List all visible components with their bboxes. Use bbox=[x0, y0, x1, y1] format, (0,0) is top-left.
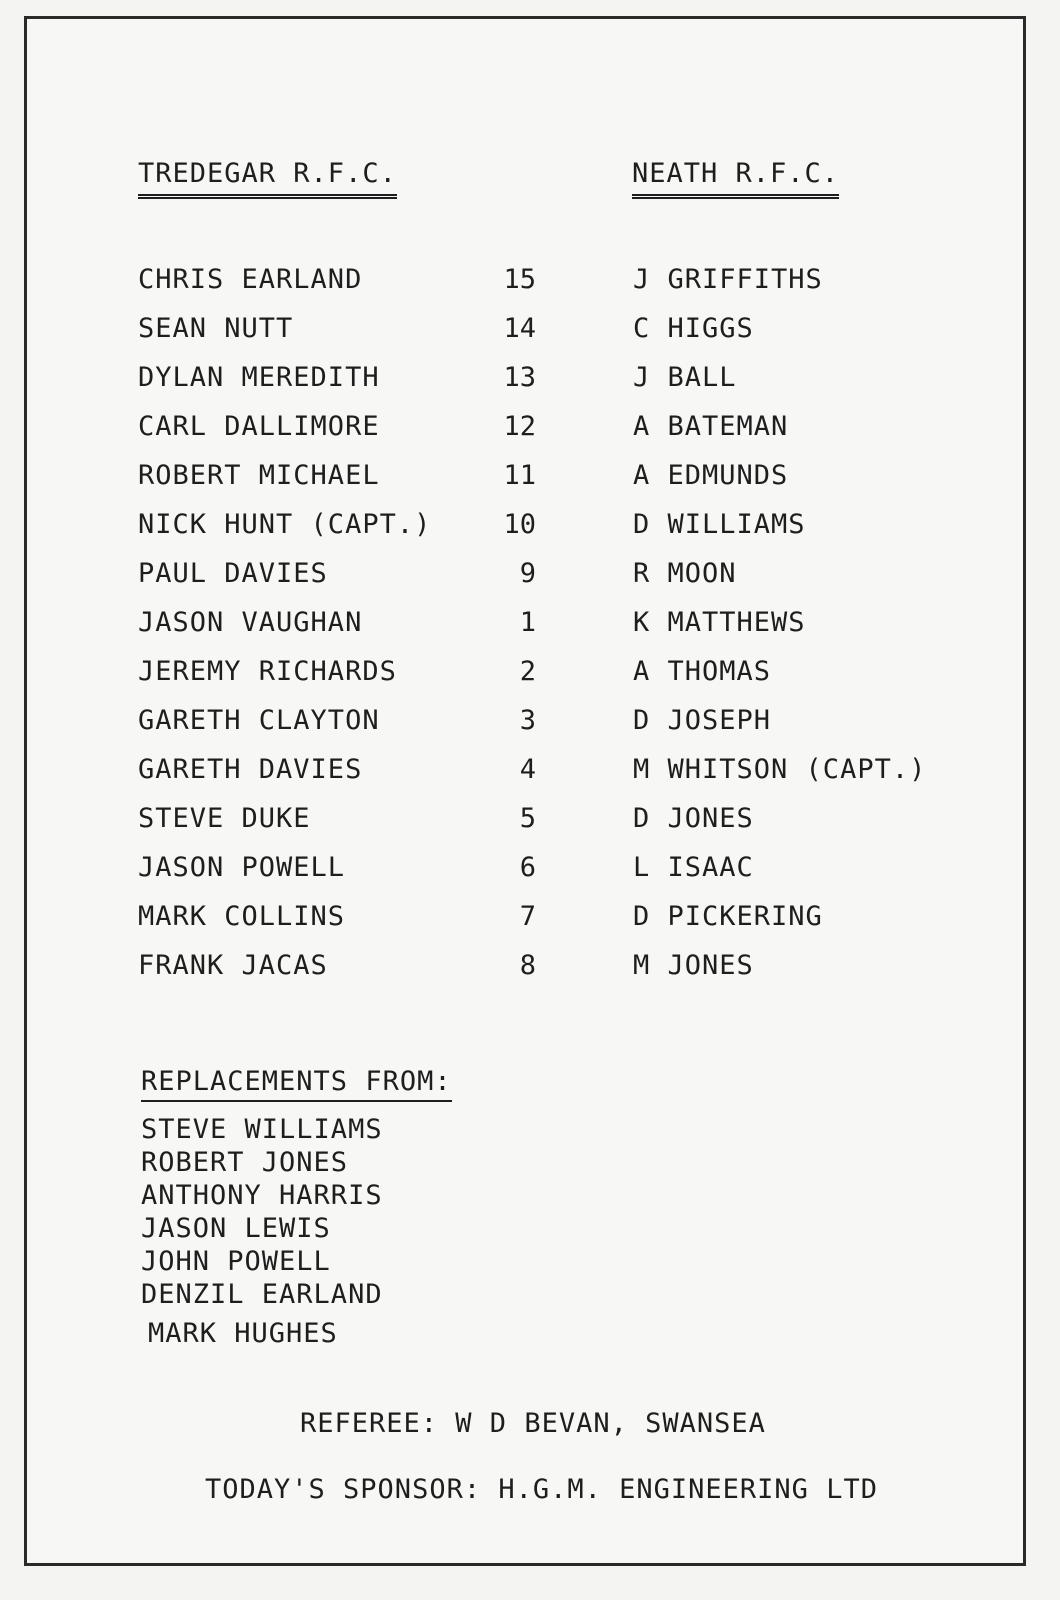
home-player: JEREMY RICHARDS bbox=[138, 656, 397, 687]
home-player: JASON VAUGHAN bbox=[138, 607, 363, 638]
replacement-player: DENZIL EARLAND bbox=[141, 1279, 383, 1310]
home-player: STEVE DUKE bbox=[138, 803, 311, 834]
position-number: 2 bbox=[519, 656, 536, 687]
replacement-player: ROBERT JONES bbox=[141, 1147, 349, 1178]
away-player: J GRIFFITHS bbox=[633, 264, 823, 295]
home-player: CARL DALLIMORE bbox=[138, 411, 380, 442]
away-player: R MOON bbox=[633, 558, 737, 589]
replacement-player: JASON LEWIS bbox=[141, 1213, 331, 1244]
position-number: 1 bbox=[519, 607, 536, 638]
position-number: 9 bbox=[519, 558, 536, 589]
position-number: 7 bbox=[519, 901, 536, 932]
away-player: D JOSEPH bbox=[633, 705, 772, 736]
position-number: 11 bbox=[503, 460, 536, 491]
away-player: K MATTHEWS bbox=[633, 607, 806, 638]
home-player: SEAN NUTT bbox=[138, 313, 294, 344]
away-player: L ISAAC bbox=[633, 852, 754, 883]
referee-line: REFEREE: W D BEVAN, SWANSEA bbox=[300, 1408, 766, 1439]
away-player: A BATEMAN bbox=[633, 411, 789, 442]
position-number: 12 bbox=[503, 411, 536, 442]
position-number: 10 bbox=[503, 509, 536, 540]
position-number: 14 bbox=[503, 313, 536, 344]
home-player: MARK COLLINS bbox=[138, 901, 346, 932]
position-number: 3 bbox=[519, 705, 536, 736]
position-number: 8 bbox=[519, 950, 536, 981]
home-player: NICK HUNT (CAPT.) bbox=[138, 509, 432, 540]
away-player: M JONES bbox=[633, 950, 754, 981]
home-player: GARETH DAVIES bbox=[138, 754, 363, 785]
home-player: GARETH CLAYTON bbox=[138, 705, 380, 736]
home-team-heading: TREDEGAR R.F.C. bbox=[138, 158, 397, 199]
position-number: 13 bbox=[503, 362, 536, 393]
away-player: C HIGGS bbox=[633, 313, 754, 344]
home-player: DYLAN MEREDITH bbox=[138, 362, 380, 393]
away-player: J BALL bbox=[633, 362, 737, 393]
away-player: A EDMUNDS bbox=[633, 460, 789, 491]
replacement-player: MARK HUGHES bbox=[148, 1318, 338, 1349]
replacement-player: JOHN POWELL bbox=[141, 1246, 331, 1277]
away-player: D JONES bbox=[633, 803, 754, 834]
replacements-heading: REPLACEMENTS FROM: bbox=[141, 1066, 452, 1102]
position-number: 5 bbox=[519, 803, 536, 834]
sponsor-line: TODAY'S SPONSOR: H.G.M. ENGINEERING LTD bbox=[205, 1474, 878, 1505]
replacement-player: STEVE WILLIAMS bbox=[141, 1114, 383, 1145]
home-player: JASON POWELL bbox=[138, 852, 346, 883]
away-team-heading: NEATH R.F.C. bbox=[632, 158, 839, 199]
position-number: 4 bbox=[519, 754, 536, 785]
away-player: M WHITSON (CAPT.) bbox=[633, 754, 927, 785]
home-player: CHRIS EARLAND bbox=[138, 264, 363, 295]
away-player: A THOMAS bbox=[633, 656, 772, 687]
home-player: PAUL DAVIES bbox=[138, 558, 328, 589]
away-player: D PICKERING bbox=[633, 901, 823, 932]
position-number: 6 bbox=[519, 852, 536, 883]
home-player: ROBERT MICHAEL bbox=[138, 460, 380, 491]
home-player: FRANK JACAS bbox=[138, 950, 328, 981]
away-player: D WILLIAMS bbox=[633, 509, 806, 540]
replacement-player: ANTHONY HARRIS bbox=[141, 1180, 383, 1211]
position-number: 15 bbox=[503, 264, 536, 295]
